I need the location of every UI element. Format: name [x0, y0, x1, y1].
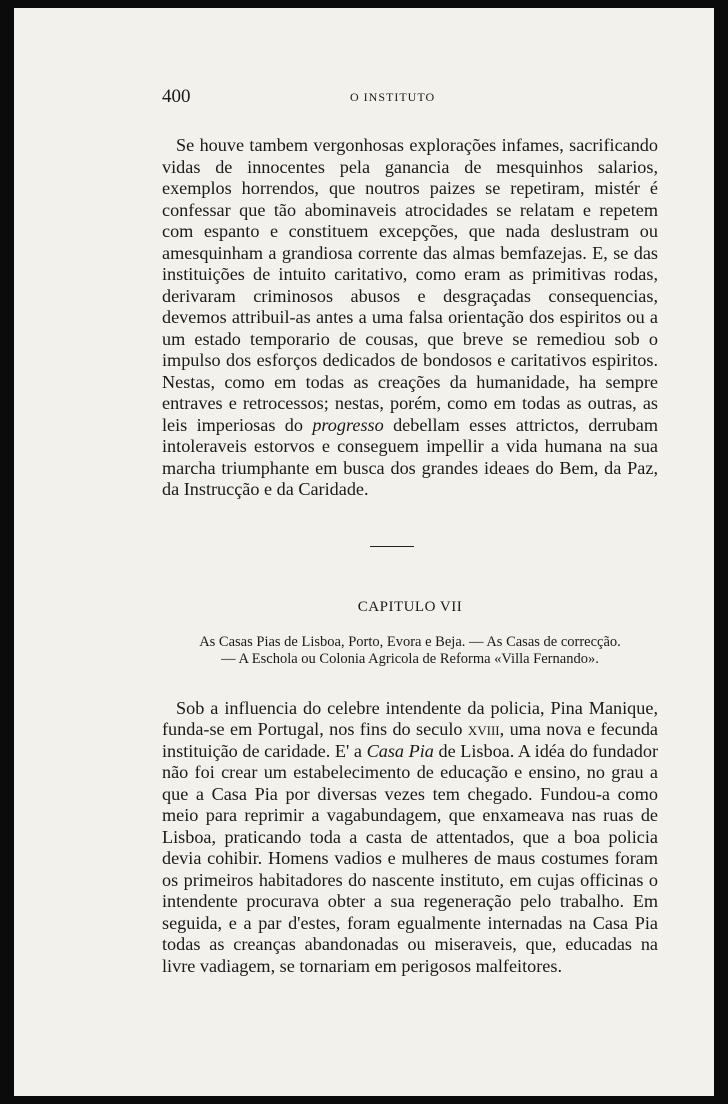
paragraph-2 [162, 698, 658, 978]
italic-text-run: progresso [312, 414, 384, 435]
chapter-summary-line: As Casas Pias de Lisboa, Porto, Evora e Beja. — As Casas de correcção. [199, 633, 621, 650]
page-content [162, 86, 658, 977]
text-run: debellam esses attrictos, derrubam intoleraveis estorvos e conseguem impellir a vida humana na sua marcha triumphante em busca dos grandes ideaes do Bem, da Paz, da Instrucção e da Caridade. [162, 414, 658, 499]
text-run: de Lisboa. A idéa do fundador não foi crear um estabelecimento de educação e ensino, no grau a que a Casa Pia por diversas vezes tem chegado. Fundou-a como meio para reprimir a vagabundagem, que enxameava nas ruas de Lisboa, praticando toda a casta de attentados, que a boa policia devia cohibir. Homens vadios e mulheres de maus costumes foram os primeiros habitadores do nascente instituto, em cujas officinas o intendente procurava obter a sua regeneração pelo trabalho. Em seguida, e a par d'estes, foram egualmente internadas na Casa Pia todas as creanças abandonadas ou miseraveis, que, educadas na livre vadiagem, se tornariam em perigosos malfeitores. [162, 740, 658, 976]
chapter-summary [162, 634, 658, 668]
paragraph-1 [162, 135, 658, 501]
running-title: O INSTITUTO [350, 90, 436, 104]
section-divider [370, 546, 414, 547]
text-run: , uma nova e fecunda instituição de caridade. E' a [162, 719, 658, 761]
chapter-summary-line: — A Eschola ou Colonia Agricola de Reforma «Villa Fernando». [221, 650, 599, 667]
smallcaps-text-run: xviii [467, 719, 500, 739]
page-header [162, 86, 658, 108]
book-page [14, 8, 714, 1096]
italic-text-run: Casa Pia [366, 740, 434, 761]
text-run: Sob a influencia do celebre intendente da policia, Pina Manique, funda-se em Portugal, nos fins do seculo [162, 697, 658, 739]
text-run: Se houve tambem vergonhosas explorações infames, sacrificando vidas de innocentes pela ganancia de mesquinhos salarios, exemplos horrendos, que noutros paizes se repetiram, mistér é confessar que tão abominaveis atrocidades se relatam e repetem com espanto e constituem excepções, que nada deslustram ou amesquinham a grandiosa corrente das almas bemfazejas. E, se das instituições de intuito caritativo, como eram as primitivas rodas, derivaram criminosos abusos e desgraçadas consequencias, devemos attribuil-as antes a uma falsa orientação dos espiritos ou a um estado temporario de cousas, que breve se remediou sob o impulso dos esforços dedicados de bondosos e caritativos espiritos. Nestas, como em todas as creações da humanidade, ha sempre entraves e retrocessos; nestas, porém, como em todas as outras, as leis imperiosas do [162, 135, 658, 435]
page-number: 400 [162, 86, 191, 107]
chapter-title: CAPITULO VII [357, 598, 463, 615]
